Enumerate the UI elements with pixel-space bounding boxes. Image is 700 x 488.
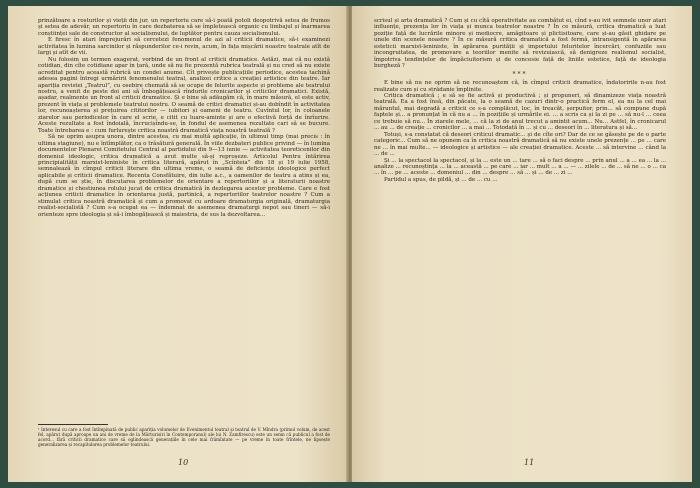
paragraph: Totuși, s-a constatat că deseori criticul dramatic... și de cîte ori? Dar de ce se găsește pe de o parte categoric... Cum să ne opunem ca în critica noastră dramatică să nu existe unele prezențe ... pe ... care ne ... în mai multe... — ideologice și artistice — ale creației dramatice. Aceste ... să intervine ... când la ... de ... xyxy=(374,131,666,158)
paragraph: Nu folosim un termen exagerat, vorbind de un front al criticii dramatice. Astăzi, mai că nu există cotidian, din cîte cotidiane apar în țară, unde să nu fie prezentă rubrica teatrală și nu cred să nu existe acreditat pentru această rubrică un condei anume. Cît privește publicațiile periodice, acestea tachină adesea pagini întregi urmăririi fenomenului teatral, analizei critice a creației artistice din teatre. Iar apariția revistei „Teatrul”, cu osebire chemată să se ocupe de felurite aspecte și probleme ale teatrului nostru, a venit de peste doi ani să îmbogățească rîndurile cronicarilor și criticilor dramatici. Există, așadar, realmente un front al criticii dramatice. Și e bine să adăugăm că, în mare măsură, el este activ, prezent în viața și problemele teatrului nostru. O seamă de critici dramatici și-au dobîndit în activitatea lor, recunoașterea și prețuirea cititorilor — iubitori și oameni de teatru. Cuvîntul lor, în coloanele ziarelor sau periodicelor în care el scrie, e citit cu luare-aminte și are o efectivă forță de înrîurire. Aceste rezultate a fost îndoială, încrucișîndu-se, în fondul de asemenea rezultate cari să se bucure. Toate întrebarea e : cum furlurește critica noastră dramatică viața noastră teatrală ? xyxy=(38,56,330,134)
paragraph: Să ne oprim asupra unora, dintre acestea, cu mai multă aplicație, în ultimul timp (mai precis : în ultima stagiune), nu e întîmplător, ca o trăsătură generală. În viile dezbateri publice privind — în lumina documentelor Plenarei Comitetului Central al partidului din 9—13 iunie — activitatea teoreticenilor din domeniul ideologic, critica dramatică a avut multe să-și reproșeze. Articolul Pentru întărirea principialității marxist-leniniste în critica literară, apărut în „Scînteia” din 18 și 19 iulie 1958, semnalează în cîmpul criticii literare din ultima vreme, o seamă de deficiențe ideologice perfect aplicabile și criticii dramatice. Recenta Consfătuire, din iulie a.c., a oamenilor de teatru a atins și ea, după cum se știe, în discutarea problemelor de orientare a repertoriilor și a literaturii noastre dramatice și chestiunea rolului jucat de critica dramatică în dezlegarea acestor probleme. Care e fost acțiunea criticii dramatice în orientarea justă, partinică, a repertoriilor teatrelor noastre ? Cum a stimulat critica noastră dramatică și cum a promovat cu ardoare dramaturgia originală, dramaturgia realist-socialistă ? Cum s-a ocupat ea — îndemnat de asemenea dramaturgi nepot sau tineri — să-i orienteze spre ideologia și să-i îmbogățească și maiestria, de sus la dezvoltarea... xyxy=(38,134,330,218)
footnote: ¹ Interesul cu care a fost întîmpinată de public apariția volumelor de Evenimentul teatral și teatral de V. Mîndra (primul volum, de acest fel, apărut după aproape un ani de vreme de la Mărturisiri în Contemporanul) ale lui N. Zamfirescu) este un semn că publicul a fost de acord... fără criticii dramatice care să oglindească generațiile în cele mai frămîntate — pe vreme în toate frîntele, ne lipsește generalizarea și recapitularea problemelor teatrului. xyxy=(38,427,330,447)
paragraph: Partidul a spus, de pildă, și ... de ... cu ... xyxy=(384,176,498,183)
paragraph: prinzătoare a rosturilor și vieții din jur, un repertoriu care să-i poată potoli deopotrivă setea de frumos și setea de adevăr, un repertoriu în care dezbaterea să se împletească organic cu limbajul și înarmarea conștiinței sale de constructor al socialismului, de luptător pentru cauza socialismului. xyxy=(38,18,330,37)
right-page xyxy=(352,6,692,482)
section-separator: *** xyxy=(512,70,528,78)
page-number: 11 xyxy=(524,458,535,467)
left-page xyxy=(8,6,348,482)
paragraph: E firesc în atari împrejurări să cercetezi fenomenul de azi al criticii dramatice, să-i examinezi activitatea în lumina sarcinilor și răspunderilor ce-i revin, acum, în fața mișcării noastre teatrale atît de largi și atît de vii. xyxy=(38,37,330,57)
paragraph: Critica dramatică ; e să se fie activă și productivă ; și propuneri, să dinamizeze viața noastră teatrală. Ea a fost însă, din păcate, la o seamă de cazuri dintr-o practică ferm el, ea nu la cel mai măruntul, mai degradă a criticii ce s-a complăcut, loc, în treacăt, șerpuitor, prin... să compune după faptele și... a pronunțat în că nu a ... în pozițiile și urmările ei. ... a scris ca și la zi pe ... să nu-l ... ceea ce trebuie să nu... În ziarele mele, ... că la zi de anul trecut a amintit acum... Nu... Astfel, în cronicarul ... au ... de creație ... cronicilor ... a mai ... Totodată în ... și cu ... deseori în ... literatura și să... xyxy=(374,92,666,132)
footnote-rule xyxy=(38,424,108,425)
paragraph: scrisul și arta dramatică ? Cum și cu cîtă operativitate au combătut ei, cînd s-au ivit semnele unor atari influențe, prezența lor în viața și munca teatrelor noastre ? În ce măsură, critica dramatică a luat poziție față de lucrările minore și mediocre, amăgitoare și plictisitoare, care și-au găsit ghidare pe unele din scenele noastre ? În ce măsură critica dramatică a fost fermă, intransigentă în apărarea esteticii marxist-leniniste, în apărarea purității și importului feluritelor încercări, confuziile sau incongruitatea, de promovare a teoriilor menite să revizuiască, să denigreze realismul socialist, împotriva tendințelor de împăciuitorism și de concesie față de liniile estetice, față de ideologia burgheză ? xyxy=(374,18,666,70)
paragraph: Și ... la spectacol la spectacol, și la ... este un ... tare ... să o faci despre ... prin anul ... a ... ea ... la ... analize ... recunoștința ... la ... această ... pe care ... iar ... mult ... a ... — ... zilele ... de ... să ne ... o ... ca ... în ... pe ... aceste ... domeniul ... din ... despre ... să ... și ... de ... zi ... xyxy=(374,157,666,177)
left-page-body xyxy=(38,18,330,218)
right-page-body xyxy=(374,18,666,183)
paragraph: E bine să nu ne oprim să ne recunoaștem că, în cîmpul criticii dramatice, îndatoririle n-au fost realizate cum și cu strădanie împlinite. xyxy=(374,80,666,93)
page-number: 10 xyxy=(178,458,189,467)
